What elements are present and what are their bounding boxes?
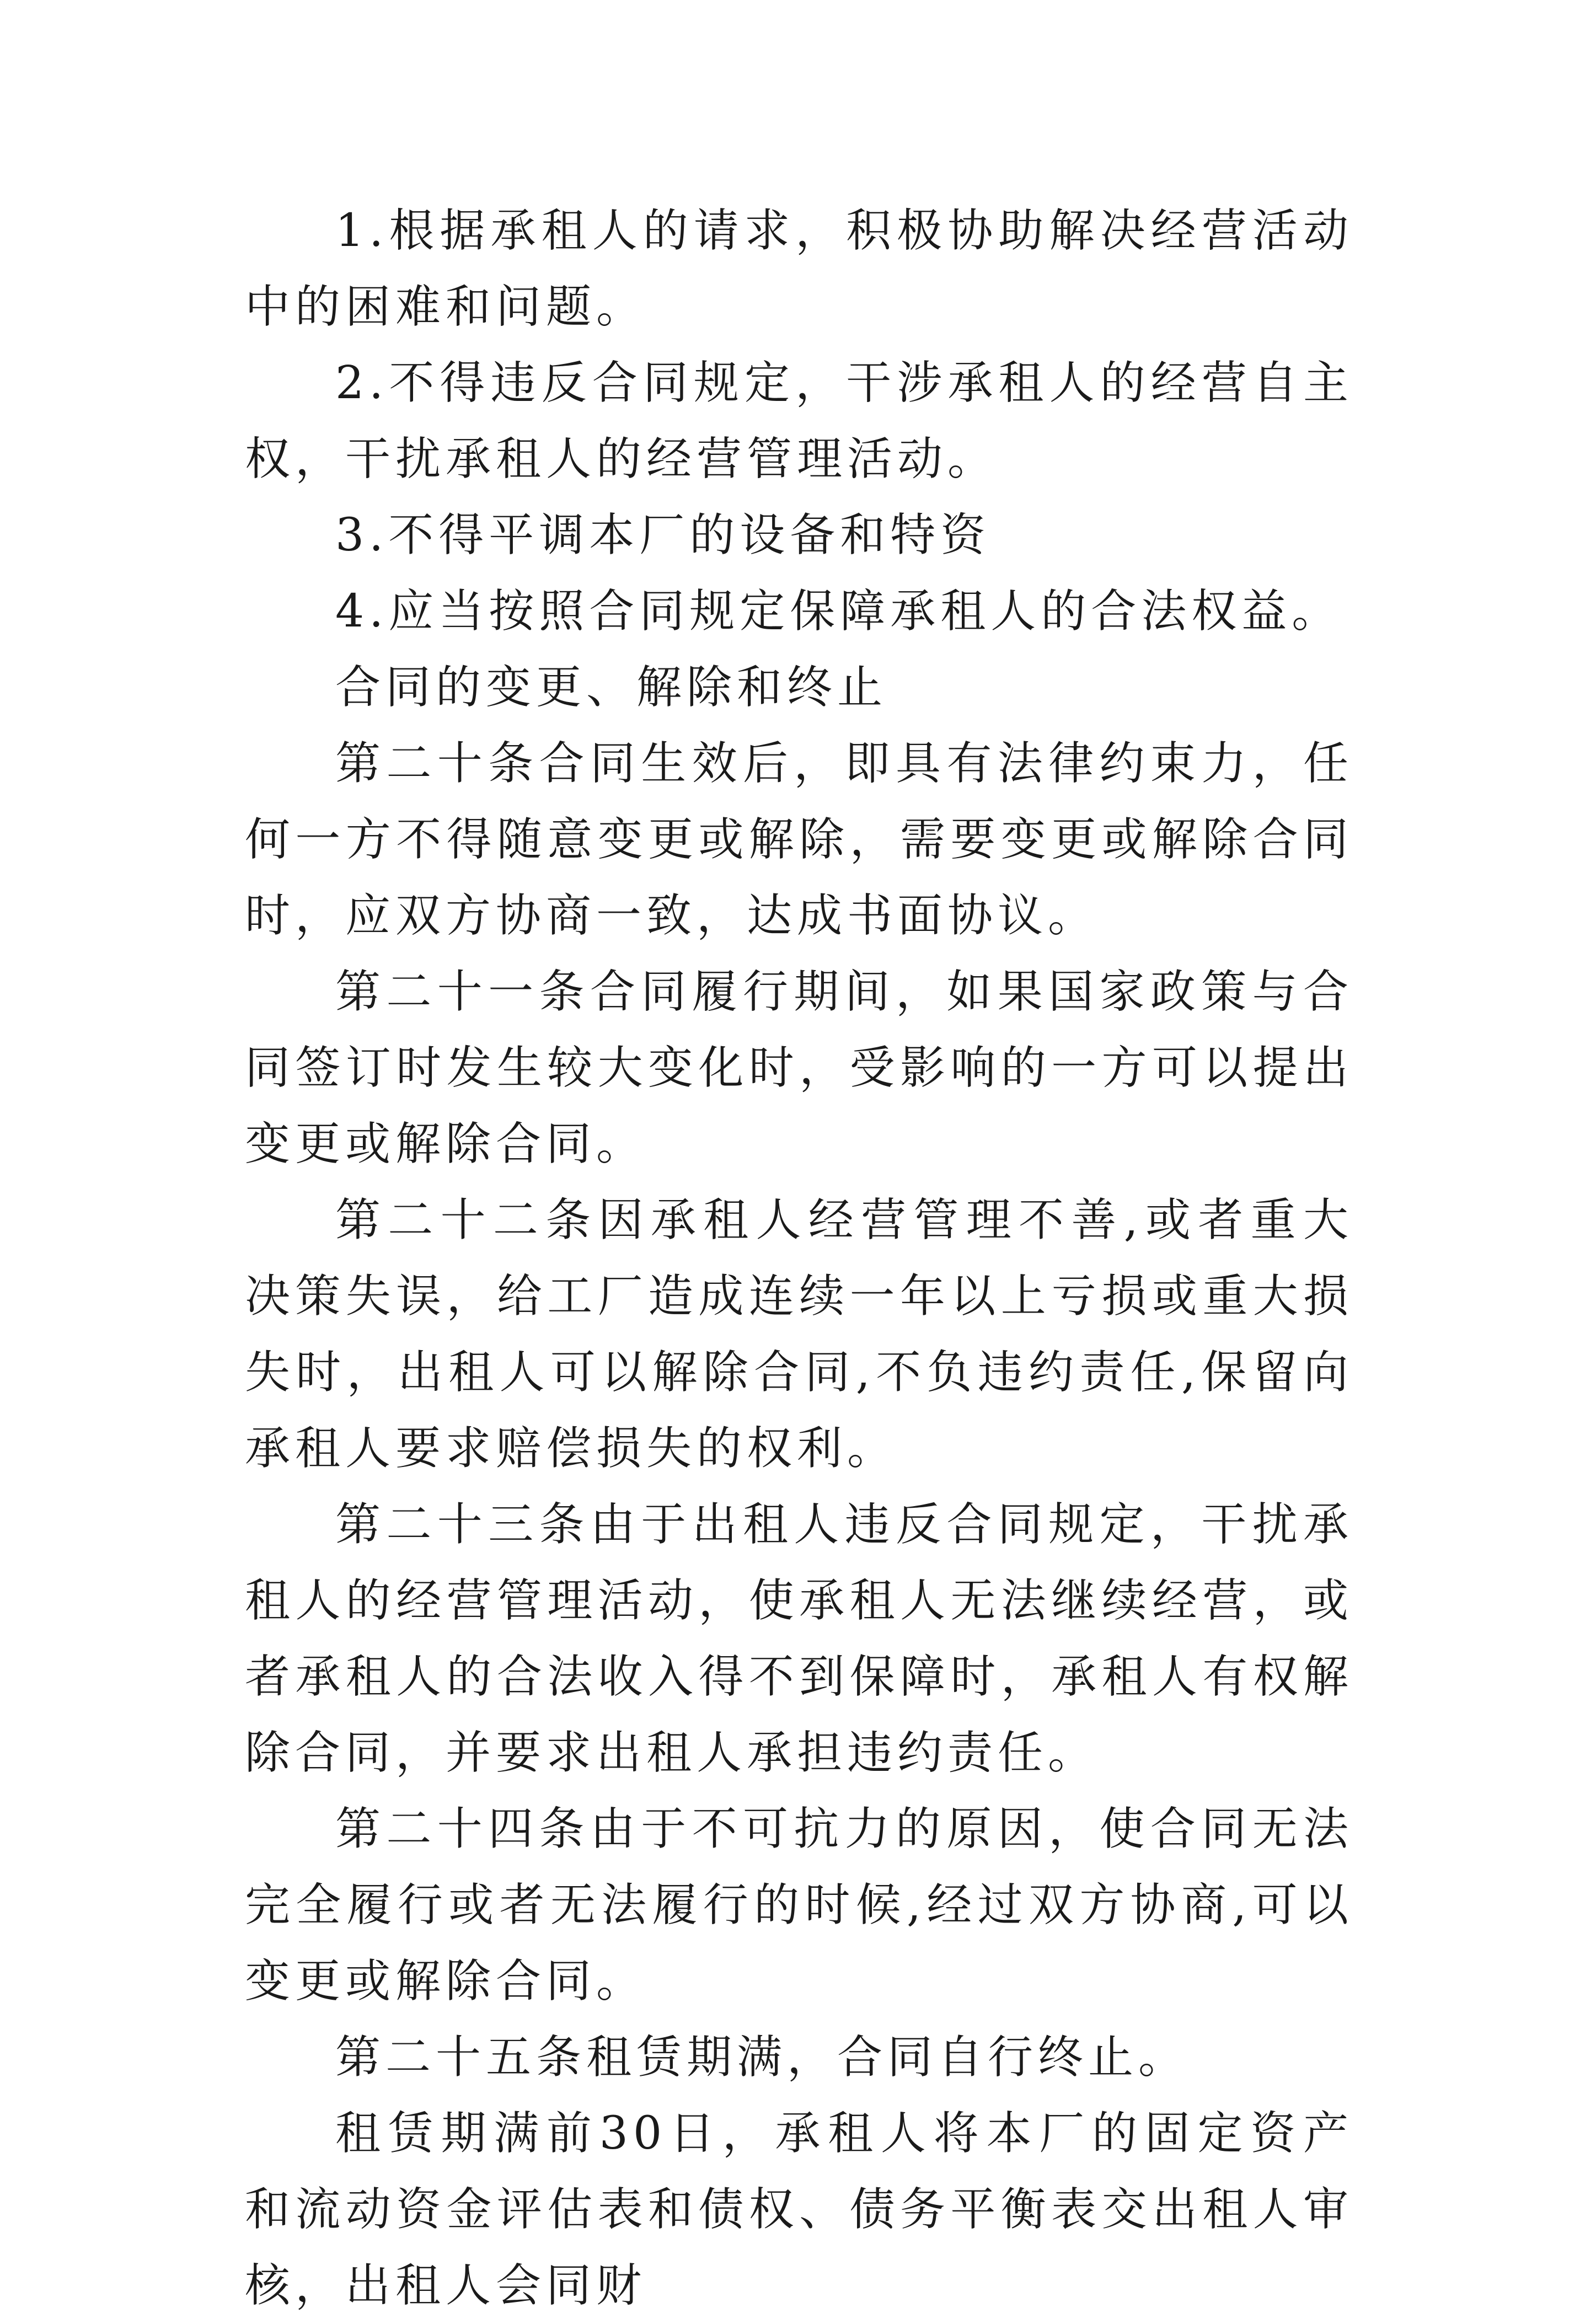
paragraph-item-4: 4.应当按照合同规定保障承租人的合法权益。 <box>335 585 1342 638</box>
article-24: 第二十四条由于不可抗力的原因，使合同无法完全履行或者无法履行的时候,经过双方协商,可以变更或解除合同。 <box>245 1803 1353 2007</box>
article-23: 第二十三条由于出租人违反合同规定，干扰承租人的经营管理活动，使承租人无法继续经营，或者承租人的合法收入得不到保障时，承租人有权解除合同，并要求出租人承担违约责任。 <box>245 1498 1353 1779</box>
section-heading: 合同的变更、解除和终止 <box>335 661 888 714</box>
lease-expiry-paragraph: 租赁期满前30日，承租人将本厂的固定资产和流动资金评估表和债权、债务平衡表交出租人审核，出租人会同财 <box>245 2107 1353 2312</box>
paragraph-item-2: 2.不得违反合同规定，干涉承租人的经营自主权，干扰承租人的经营管理活动。 <box>245 357 1353 485</box>
article-20: 第二十条合同生效后，即具有法律约束力，任何一方不得随意变更或解除，需要变更或解除合同时，应双方协商一致，达成书面协议。 <box>245 737 1353 942</box>
paragraph-item-1: 1.根据承租人的请求，积极协助解决经营活动中的困难和问题。 <box>245 205 1353 333</box>
article-22: 第二十二条因承租人经营管理不善,或者重大决策失误，给工厂造成连续一年以上亏损或重大损失时，出租人可以解除合同,不负违约责任,保留向承租人要求赔偿损失的权利。 <box>245 1194 1353 1475</box>
document-body <box>245 193 1353 2324</box>
article-25: 第二十五条租赁期满，合同自行终止。 <box>335 2031 1189 2084</box>
paragraph-item-3: 3.不得平调本厂的设备和特资 <box>335 509 991 561</box>
article-21: 第二十一条合同履行期间，如果国家政策与合同签订时发生较大变化时，受影响的一方可以提出变更或解除合同。 <box>245 966 1353 1170</box>
